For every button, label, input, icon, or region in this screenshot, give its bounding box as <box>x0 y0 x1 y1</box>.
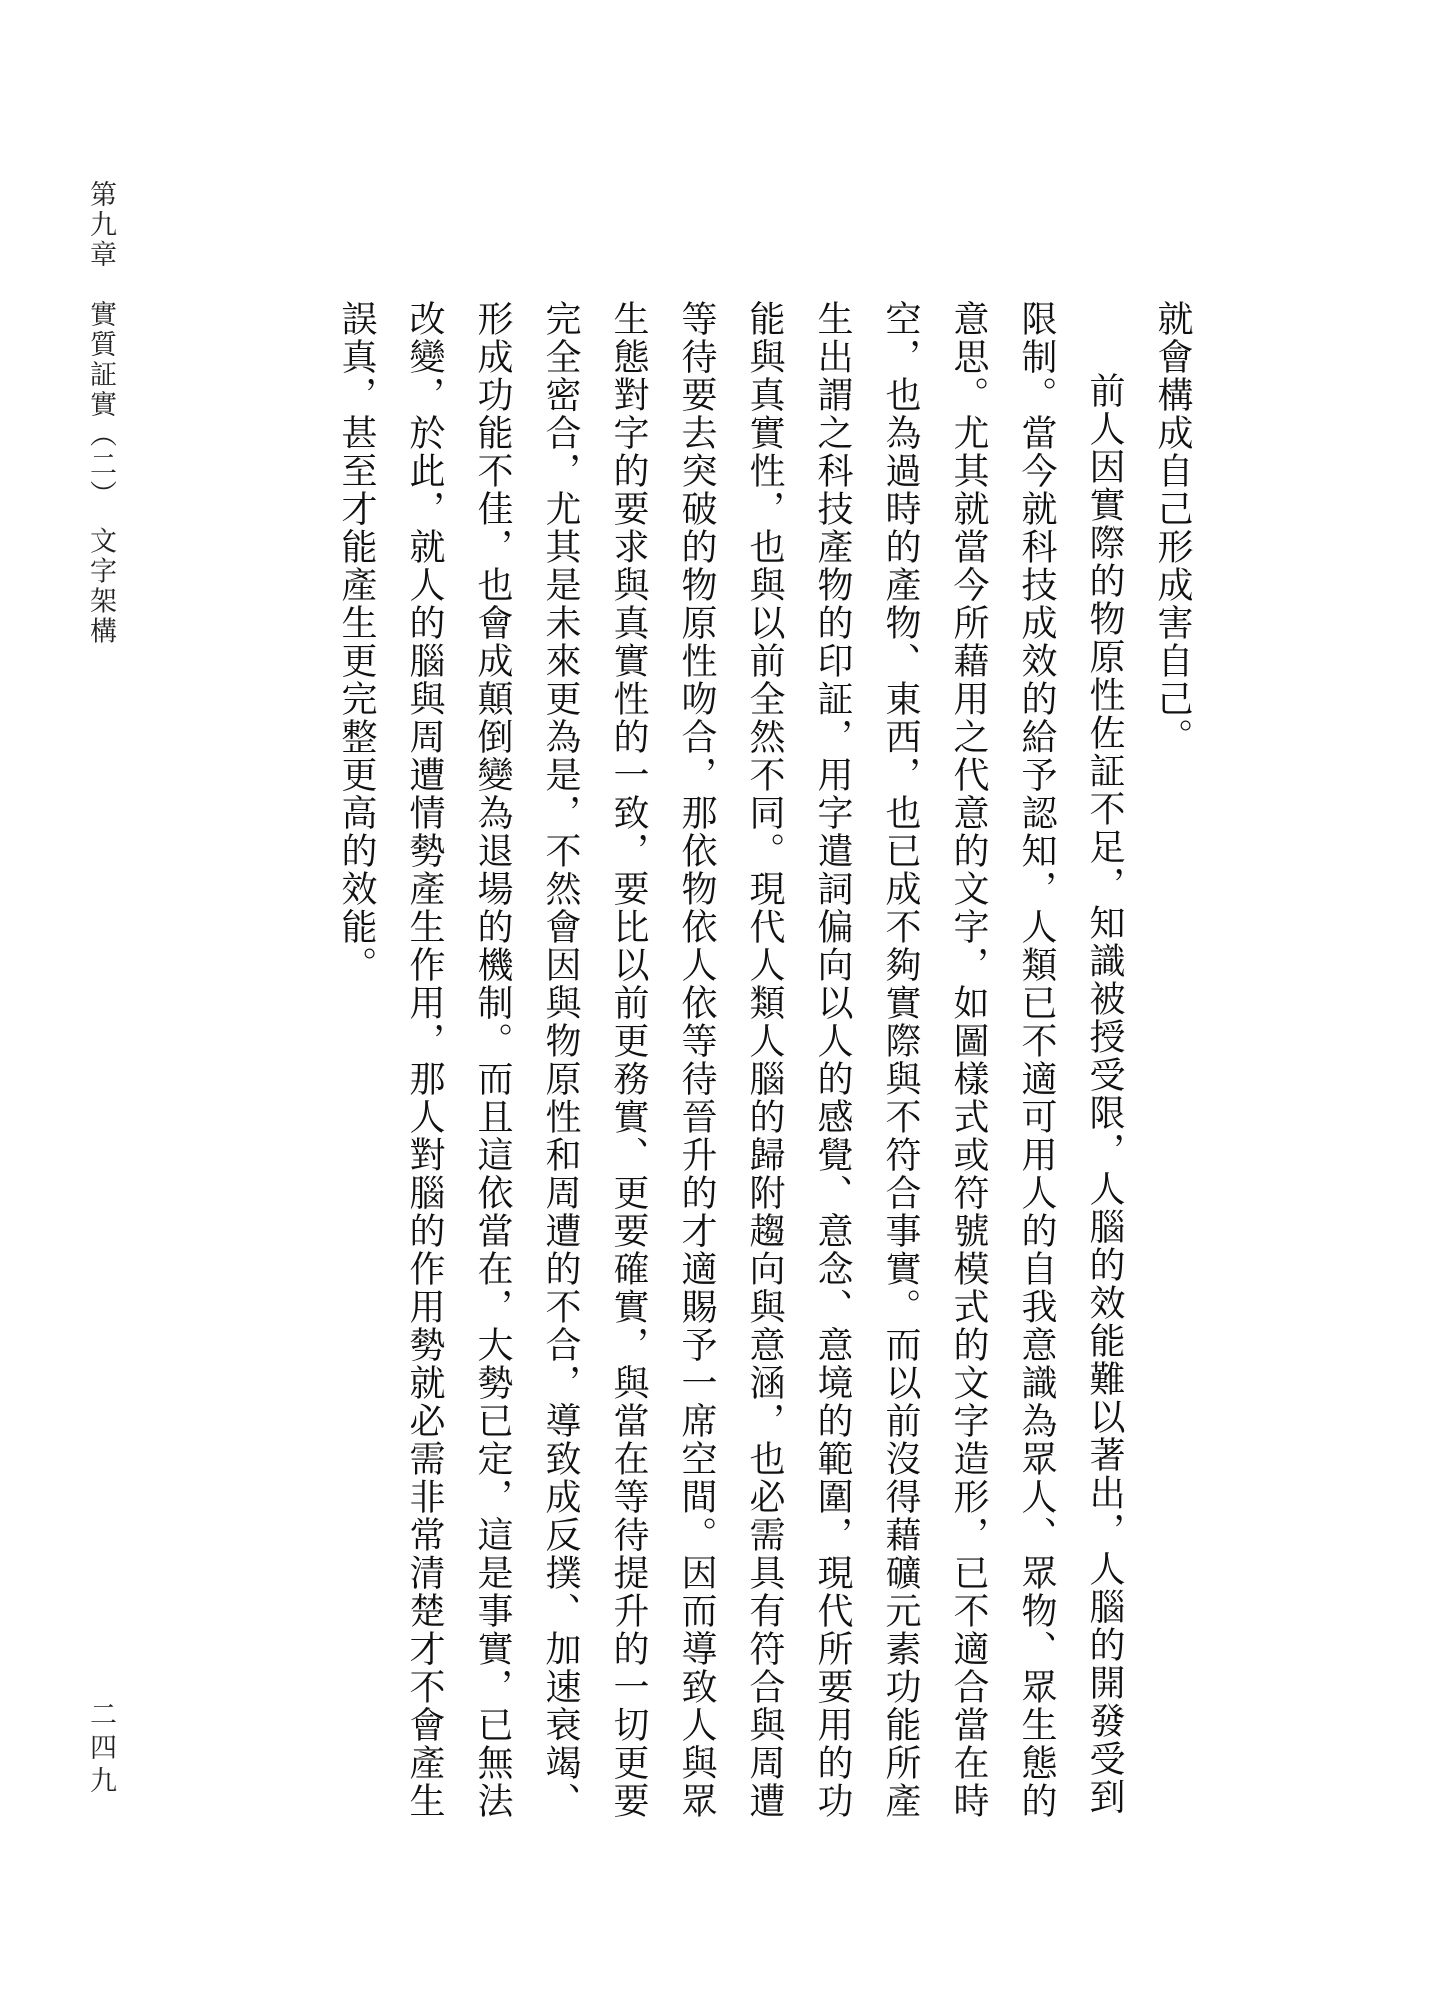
body-text <box>322 300 1206 1820</box>
paragraph: 前人因實際的物原性佐証不足，知識被授受限，人腦的效能難以著出，人腦的開發受到限制。當今就科技成效的給予認知，人類已不適可用人的自我意識為眾人、眾物、眾生態的意思。尤其就當今所藉用之代意的文字，如圖樣式或符號模式的文字造形，已不適合當在時空，也為過時的產物、東西，也已成不夠實際與不符合事實。而以前沒得藉礦元素功能所產生出謂之科技產物的印証，用字遣詞偏向以人的感覺、意念、意境的範圍，現代所要用的功能與真實性，也與以前全然不同。現代人類人腦的歸附趨向與意涵，也必需具有符合與周遭等待要去突破的物原性吻合，那依物依人依等待晉升的才適賜予一席空間。因而導致人與眾生態對字的要求與真實性的一致，要比以前更務實、更要確實，與當在等待提升的一切更要完全密合，尤其是未來更為是，不然會因與物原性和周遭的不合，導致成反撲、加速衰竭、形成功能不佳，也會成顛倒變為退場的機制。而且這依當在，大勢已定，這是事實，已無法改變，於此，就人的腦與周遭情勢產生作用，那人對腦的作用勢就必需非常清楚才不會產生誤真，甚至才能產生更完整更高的效能。 <box>336 300 1125 1820</box>
page-number: 二四九 <box>85 1700 116 1799</box>
running-head: 第九章 實質証實（二） 文字架構 <box>85 180 116 647</box>
paragraph: 就會構成自己形成害自己。 <box>1152 300 1193 756</box>
